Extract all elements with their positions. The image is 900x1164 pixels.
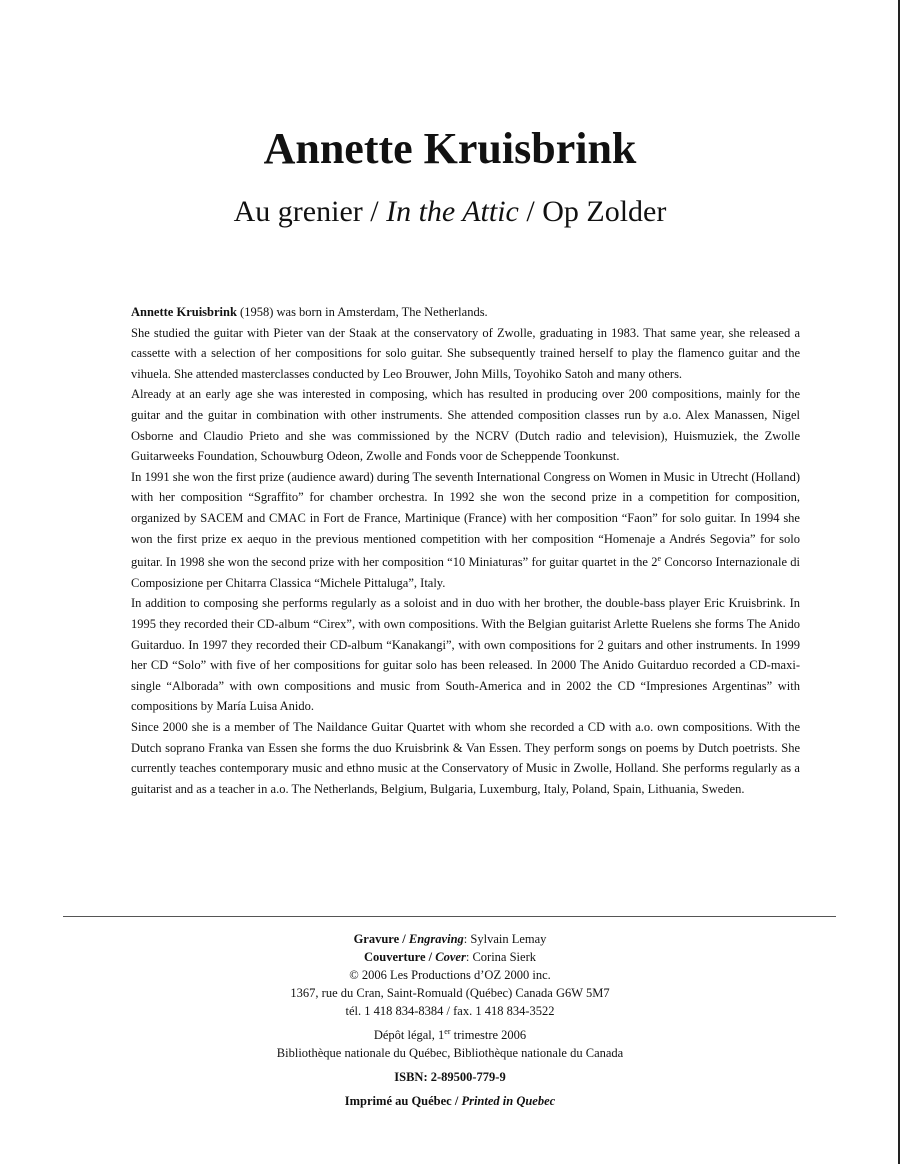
printed-in	[0, 1092, 900, 1110]
engraver-name: Sylvain Lemay	[470, 932, 547, 946]
credits-block	[0, 930, 900, 1110]
copyright-line: © 2006 Les Productions d’OZ 2000 inc.	[349, 968, 551, 982]
bio-paragraph-prizes	[131, 467, 800, 594]
divider-line	[63, 916, 836, 917]
credit-colon: :	[465, 950, 473, 964]
printed-label-fr: Imprimé au Québec	[344, 1094, 452, 1108]
cover-label-en: Cover	[435, 950, 466, 964]
isbn: ISBN: 2-89500-779-9	[394, 1070, 506, 1084]
credit-separator: /	[451, 1094, 462, 1108]
bio-paragraph-intro	[131, 302, 800, 323]
subtitle-separator: /	[362, 195, 387, 228]
engraving-credit	[0, 930, 900, 948]
page-subtitle	[0, 194, 900, 230]
engraving-label-fr: Gravure	[353, 932, 400, 946]
subtitle-separator: /	[518, 195, 543, 228]
bio-prizes-text-end: Concorso Internazionale di Composizione per Chitarra Classica “Michele Pittaluga”, Italy.	[131, 555, 801, 590]
biography	[131, 302, 800, 799]
legal-deposit-quarter: trimestre 2006	[450, 1028, 527, 1042]
bio-intro-text: (1958) was born in Amsterdam, The Netherlands.	[236, 305, 488, 319]
publisher-address: 1367, rue du Cran, Saint-Romuald (Québec) Canada G6W 5M7	[290, 986, 610, 1000]
national-libraries: Bibliothèque nationale du Québec, Bibliothèque nationale du Canada	[276, 1046, 624, 1060]
bio-paragraph-performing: In addition to composing she performs regularly as a soloist and in duo with her brother, the double-bass player Eric Kruisbrink. In 1995 they recorded their CD-album “Cirex”, with own compositions. With the Belgian guitarist Arlette Ruelens she forms The Anido Guitarduo. In 1997 they recorded their CD-album “Kanakangi”, with own compositions for 2 guitars and other instruments. In 1999 her CD “Solo” with five of her compositions for guitar solo has been released. In 2000 The Anido Guitarduo recorded a CD-maxi-single “Alborada” with own compositions and music from South-America and in 2002 the CD “Impresiones Argentinas” with compositions by María Luisa Anido.	[131, 596, 800, 714]
bio-paragraph-current: Since 2000 she is a member of The Naildance Guitar Quartet with whom she recorded a CD with a.o. own compositions. With the Dutch soprano Franka van Essen she forms the duo Kruisbrink & Van Essen. They perform songs on poems by Dutch poetrists. She currently teaches contemporary music and ethno music at the Conservatory of Music in Zwolle, Holland. She performs regularly as a guitarist and as a teacher in a.o. The Netherlands, Belgium, Bulgaria, Luxemburg, Italy, Poland, Spain, Lithuania, Sweden.	[131, 720, 800, 796]
subtitle-dutch: Op Zolder	[542, 195, 667, 228]
bio-composer-name: Annette Kruisbrink	[131, 305, 237, 319]
page-title: Annette Kruisbrink	[263, 124, 637, 173]
engraving-label-en: Engraving	[408, 932, 464, 946]
cover-label-fr: Couverture	[363, 950, 426, 964]
cover-credit	[0, 948, 900, 966]
bio-paragraph-composing: Already at an early age she was interested in composing, which has resulted in producing over 200 compositions, mainly for the guitar and the guitar in combination with other instruments. She attended composition classes run by a.o. Alex Manassen, Nigel Osborne and Claudio Prieto and she was commissioned by the NCRV (Dutch radio and television), Huismuziek, the Zwolle Guitarweeks Foundation, Schouwburg Odeon, Zwolle and Fonds voor de Scheppende Toonkunst.	[131, 387, 800, 464]
credit-separator: /	[425, 950, 436, 964]
printed-label-en: Printed in Quebec	[461, 1094, 556, 1108]
publisher-phone: tél. 1 418 834-8384 / fax. 1 418 834-3522	[345, 1004, 555, 1018]
credit-separator: /	[399, 932, 409, 946]
credit-colon: :	[463, 932, 471, 946]
bio-ordinal-sup: e	[657, 554, 662, 564]
legal-deposit	[0, 1026, 900, 1044]
cover-artist-name: Corina Sierk	[472, 950, 536, 964]
subtitle-french: Au grenier	[233, 195, 363, 228]
legal-deposit-text: Dépôt légal, 1	[373, 1028, 445, 1042]
bio-prizes-text: In 1991 she won the first prize (audience award) during The seventh International Congress on Women in Music in Utrecht (Holland) with her composition “Sgraffito” for chamber orchestra. In 1992 she won the second prize in a competition for composition, organized by SACEM and CMAC in Fort de France, Martinique (France) with her composition “Faon” for solo guitar. In 1994 she won the first prize ex aequo in the previous mentioned competition with her composition “Homenaje a Andrés Segovia” for solo guitar. In 1998 she won the second prize with her composition “10 Miniaturas” for guitar quartet in the 2	[131, 469, 800, 570]
bio-paragraph-studies: She studied the guitar with Pieter van der Staak at the conservatory of Zwolle, graduating in 1983. That same year, she released a cassette with a selection of her compositions for solo guitar. She subsequently trained herself to play the flamenco guitar and the vihuela. She attended masterclasses conducted by Leo Brouwer, John Mills, Toyohiko Satoh and many others.	[131, 325, 800, 381]
subtitle-english: In the Attic	[386, 195, 519, 228]
legal-ordinal-sup: er	[444, 1026, 451, 1036]
